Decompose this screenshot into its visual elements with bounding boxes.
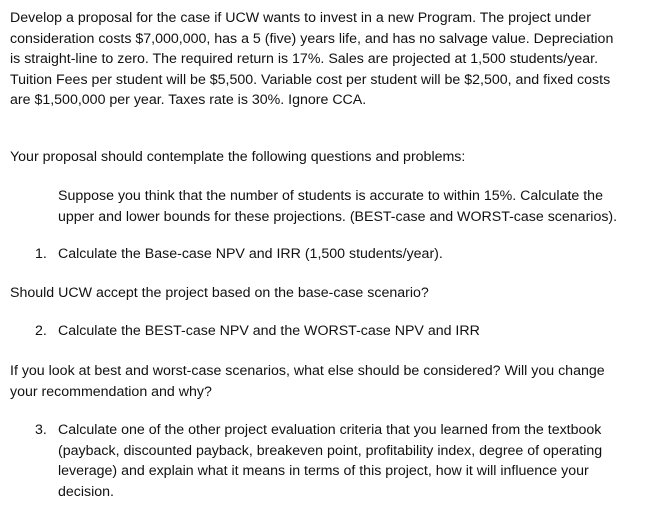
item-number: 2. bbox=[35, 323, 47, 339]
item-number: 3. bbox=[35, 422, 47, 438]
question-scenarios bbox=[10, 361, 640, 402]
item-text-block bbox=[58, 420, 640, 502]
question-line: If you look at best and worst-case scenarios, what else should be considered? Will you change bbox=[10, 363, 605, 379]
assumption-paragraph bbox=[58, 186, 638, 227]
item-text-line: decision. bbox=[58, 483, 114, 500]
item-text-line: (payback, discounted payback, breakeven point, profitability index, degree of operating bbox=[58, 442, 603, 459]
case-description bbox=[10, 8, 640, 111]
assumption-line: Suppose you think that the number of students is accurate to within 15%. Calculate the bbox=[58, 188, 603, 204]
case-description-line: are $1,500,000 per year. Taxes rate is 30%. Ignore CCA. bbox=[10, 92, 367, 108]
case-description-line: Develop a proposal for the case if UCW wants to invest in a new Program. The project under bbox=[10, 10, 591, 26]
assumption-line: upper and lower bounds for these projections. (BEST-case and WORST-case scenarios). bbox=[58, 208, 618, 225]
item-text-line: leverage) and explain what it means in terms of this project, how it will influence your bbox=[58, 463, 589, 479]
case-description-line: consideration costs $7,000,000, has a 5 (five) years life, and has no salvage value. Depreciation bbox=[10, 30, 614, 47]
question-base-case bbox=[10, 283, 640, 304]
numbered-item-2 bbox=[35, 321, 640, 342]
case-description-line: Tuition Fees per student will be $5,500. Variable cost per student will be $2,500, and fixed costs bbox=[10, 71, 611, 88]
case-description-line: is straight-line to zero. The required return is 17%. Sales are projected at 1,500 students/year. bbox=[10, 51, 599, 67]
question-text: Should UCW accept the project based on the base-case scenario? bbox=[10, 285, 429, 301]
item-number: 1. bbox=[35, 246, 47, 262]
item-text-line: Calculate one of the other project evaluation criteria that you learned from the textbook bbox=[58, 422, 602, 438]
item-text: Calculate the BEST-case NPV and the WORST-case NPV and IRR bbox=[58, 323, 480, 339]
numbered-item-1 bbox=[35, 244, 640, 265]
numbered-item-3 bbox=[35, 420, 640, 502]
proposal-prompt bbox=[10, 147, 640, 168]
proposal-prompt-text: Your proposal should contemplate the following questions and problems: bbox=[10, 149, 466, 165]
question-line: your recommendation and why? bbox=[10, 383, 212, 400]
item-text: Calculate the Base-case NPV and IRR (1,500 students/year). bbox=[58, 246, 443, 262]
